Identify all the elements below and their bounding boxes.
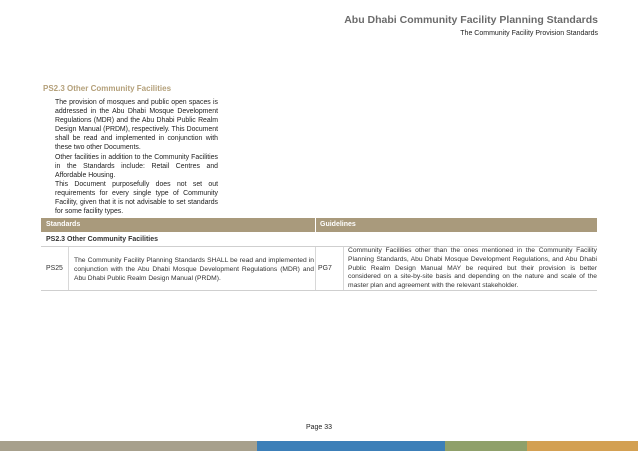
cell-divider: [68, 247, 69, 290]
column-header-guidelines: Guidelines: [320, 221, 356, 228]
paragraph: Other facilities in addition to the Community Facilities in the Standards include: Retail Centres and Affordable Housing.: [55, 154, 218, 180]
cell-divider: [343, 247, 344, 290]
paragraph: This Document purposefully does not set out requirements for every single type of Community Facility, given that it is not advisable to set standards for some facility types.: [55, 181, 218, 216]
cell-divider: [315, 247, 316, 290]
subheading-text: PS2.3 Other Community Facilities: [46, 236, 159, 243]
table-row: [41, 247, 597, 291]
footer-band-segment: [0, 441, 257, 451]
footer-band-segment: [445, 441, 527, 451]
column-divider: [315, 218, 316, 232]
paragraph: The provision of mosques and public open spaces is addressed in the Abu Dhabi Mosque Development Regulations (MDR) and the Abu Dhabi Public Realm Design Manual (PRDM), respectively. This Document shall be read and implemented in conjunction with these two other Documents.: [55, 99, 218, 152]
table-subheading: [41, 234, 597, 247]
table-header: [41, 218, 597, 232]
column-header-standards: Standards: [46, 221, 81, 228]
standard-text: The Community Facility Planning Standards SHALL be read and implemented in conjunction with the Abu Dhabi Mosque Development Regulations (MDR) and Abu Dhabi Public Realm Design Manual (PRDM).: [74, 257, 314, 282]
page-number: Page 33: [305, 424, 333, 431]
footer-band-segment: [257, 441, 445, 451]
header-title: Abu Dhabi Community Facility Planning Standards: [344, 14, 598, 26]
guideline-code: PG7: [318, 265, 332, 272]
header-subtitle: The Community Facility Provision Standards: [460, 30, 598, 37]
section-title: PS2.3 Other Community Facilities: [43, 84, 172, 93]
standard-code: PS25: [46, 265, 63, 272]
guideline-text: Community Facilities other than the ones mentioned in the Community Facility Planning Standards, Abu Dhabi Mosque Development Regulations, and Abu Dhabi Public Realm Design Manual MAY be required but their provision is better considered on a site-by-site basis and depending on the nature and scale of the master plan and agreement with the relevant stakeholder.: [348, 247, 597, 290]
footer-band-segment: [527, 441, 638, 451]
